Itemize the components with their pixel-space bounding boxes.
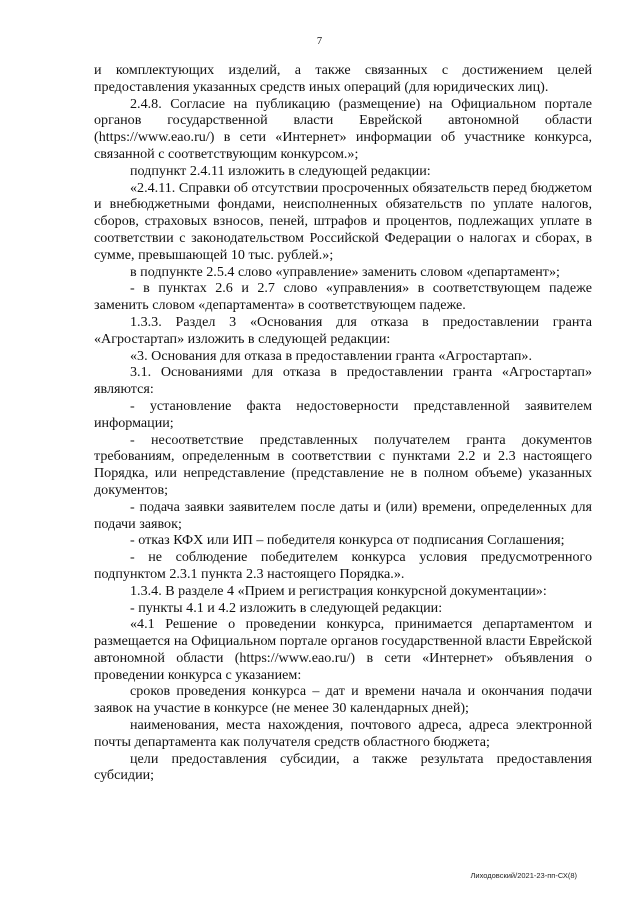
- paragraph: - отказ КФХ или ИП – победителя конкурса от подписания Соглашения;: [130, 532, 565, 549]
- paragraph: и комплектующих изделий, а также связанных с достижением целей предоставления указанных средств иных операций (для юридических лиц).: [94, 62, 592, 95]
- paragraph: подпункт 2.4.11 изложить в следующей редакции:: [130, 162, 431, 179]
- paragraph: «3. Основания для отказа в предоставлении гранта «Агростартап».: [130, 347, 533, 364]
- paragraph: цели предоставления субсидии, а также результата предоставления субсидии;: [94, 750, 592, 784]
- paragraph: - подача заявки заявителем после даты и (или) времени, определенных для подачи заявок;: [94, 498, 592, 532]
- document-footer-code: Лиходовский/2021-23-пп-СХ(8): [470, 871, 577, 880]
- paragraph: - несоответствие представленных получателем гранта документов требованиям, определенным в соответствии с пунктами 2.2 и 2.3 настоящего Порядка, или непредставление (представление не в полном объеме) указанных документов;: [94, 431, 592, 498]
- paragraph: наименования, места нахождения, почтового адреса, адреса электронной почты департамента как получателя средств областного бюджета;: [94, 717, 592, 750]
- paragraph: 2.4.8. Согласие на публикацию (размещение) на Официальном портале органов государственной власти Еврейской автономной области (https://www.eao.ru/) в сети «Интернет» информации об участнике конкурса, связанной с соответствующим конкурсом.»;: [94, 95, 592, 162]
- paragraph: 1.3.3. Раздел 3 «Основания для отказа в предоставлении гранта «Агростартап» изложить в следующей редакции:: [94, 313, 592, 347]
- paragraph: сроков проведения конкурса – дат и времени начала и окончания подачи заявок на участие в конкурсе (не менее 30 календарных дней);: [94, 683, 592, 717]
- paragraph: - в пунктах 2.6 и 2.7 слово «управления» в соответствующем падеже заменить словом «департамента» в соответствующем падеже.: [94, 280, 592, 314]
- paragraph: 1.3.4. В разделе 4 «Прием и регистрация конкурсной документации»:: [130, 582, 547, 599]
- paragraph: «2.4.11. Справки об отсутствии просроченных обязательств перед бюджетом и внебюджетными фондами, неисполненных обязательств по уплате налогов, сборов, страховых взносов, пеней, штрафов и процентов, подлежащих уплате в соответствии с законодательством Российской Федерации о налогах и сборах, в сумме, превышающей 10 тыс. рублей.»;: [94, 179, 592, 263]
- document-body: [94, 62, 592, 784]
- paragraph: - пункты 4.1 и 4.2 изложить в следующей редакции:: [130, 599, 443, 616]
- paragraph: - установление факта недостоверности представленной заявителем информации;: [94, 397, 592, 431]
- page-number: 7: [316, 36, 323, 47]
- paragraph: - не соблюдение победителем конкурса условия предусмотренного подпунктом 2.3.1 пункта 2.3 настоящего Порядка.».: [94, 549, 592, 582]
- paragraph: 3.1. Основаниями для отказа в предоставлении гранта «Агростартап» являются:: [94, 364, 592, 398]
- paragraph: «4.1 Решение о проведении конкурса, принимается департаментом и размещается на Официальном портале органов государственной власти Еврейской автономной области (https://www.eao.ru/) в сети «Интернет» объявления о проведении конкурса с указанием:: [94, 616, 592, 683]
- paragraph: в подпункте 2.5.4 слово «управление» заменить словом «департамент»;: [130, 263, 560, 280]
